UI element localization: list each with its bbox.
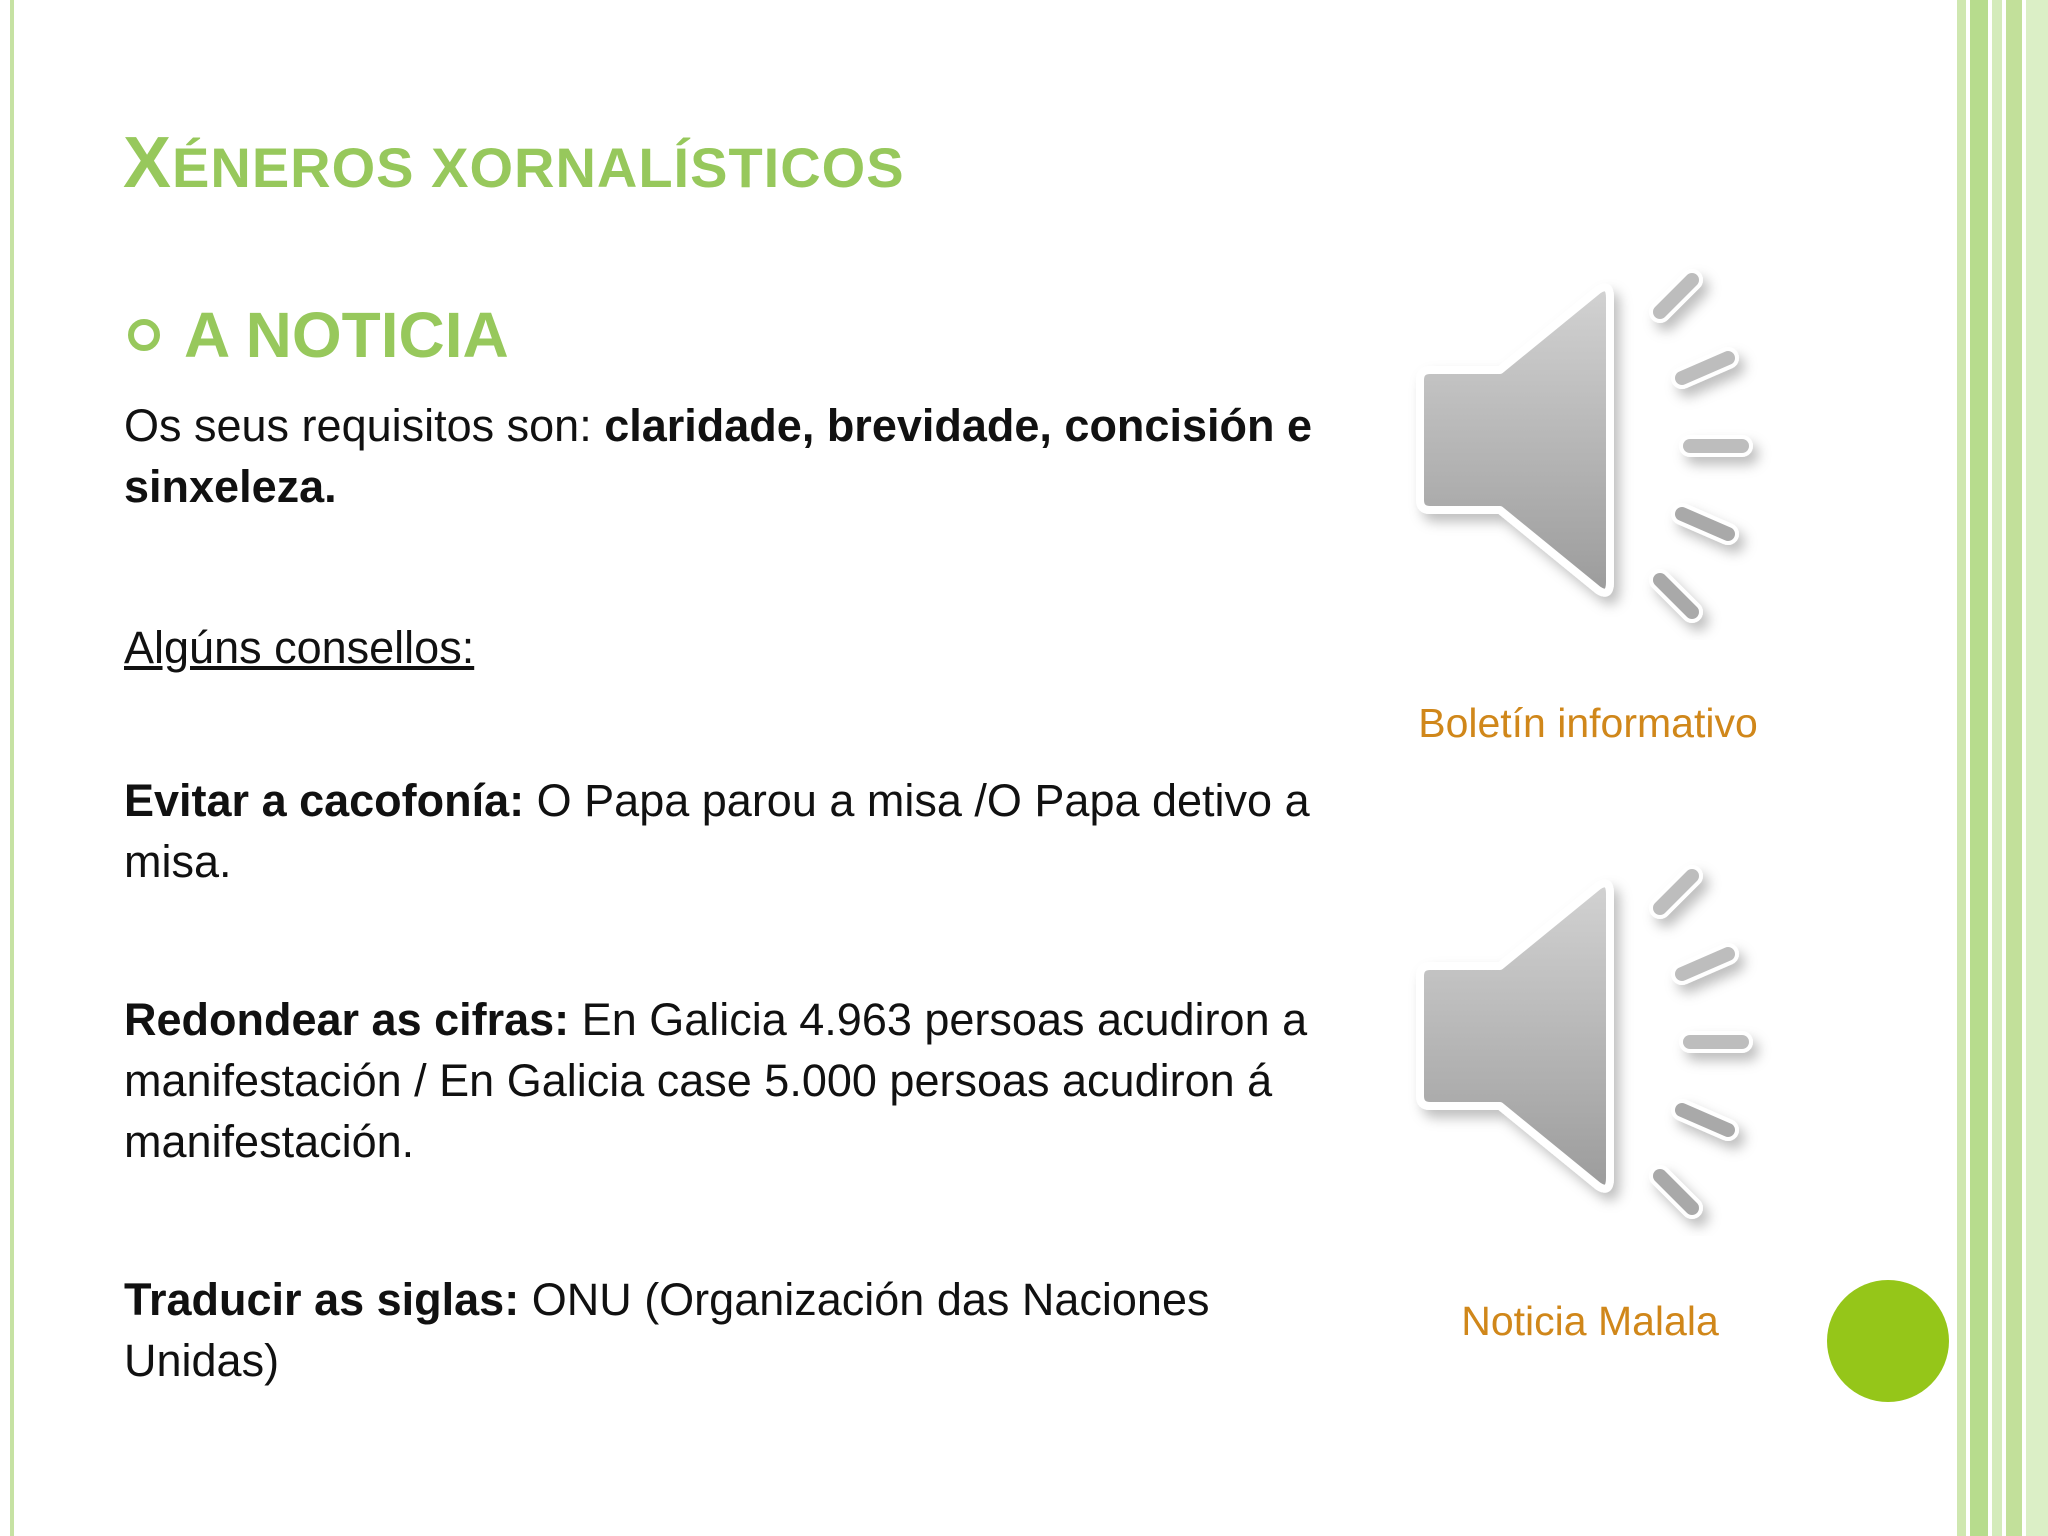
frame-right-stripe (2006, 0, 2022, 1536)
frame-left-border (10, 0, 14, 1536)
decorative-circle (1827, 1280, 1949, 1402)
audio-caption: Noticia Malala (1461, 1298, 1719, 1344)
tip-text: En Galicia 4.963 persoas acudiron a manifestación / En Galicia case 5.000 persoas acudiron á manifestación. (124, 994, 1308, 1167)
requirements-paragraph (124, 395, 1364, 517)
tip-text: ONU (Organización das Naciones Unidas) (124, 1274, 1210, 1386)
ring-bullet-icon (128, 319, 160, 351)
requirements-bold: claridade, brevidade, concisión e sinxeleza. (124, 400, 1312, 512)
slide-title-initial: X (123, 123, 173, 203)
tip-text: O Papa parou a misa /O Papa detivo a misa. (124, 775, 1310, 887)
speaker-icon[interactable] (1390, 250, 1810, 640)
audio-caption: Boletín informativo (1418, 700, 1758, 746)
frame-right-stripe (1970, 0, 1988, 1536)
slide-title (123, 122, 905, 204)
tip-label: Traducir as siglas: (124, 1274, 520, 1325)
tip-paragraph (124, 1269, 1364, 1391)
frame-right-stripe (1992, 0, 2002, 1536)
section-heading-text: A NOTICIA (184, 299, 509, 371)
tip-paragraph (124, 989, 1364, 1172)
tip-paragraph (124, 770, 1364, 892)
frame-right-stripe (2026, 0, 2048, 1536)
requirements-lead: Os seus requisitos son: (124, 400, 605, 451)
tip-label: Evitar a cacofonía: (124, 775, 525, 826)
tips-heading: Algúns consellos: (124, 622, 475, 673)
tip-label: Redondear as cifras: (124, 994, 570, 1045)
frame-right-stripe (1957, 0, 1966, 1536)
speaker-icon[interactable] (1390, 846, 1810, 1236)
slide-title-rest: ÉNEROS XORNALÍSTICOS (172, 136, 905, 199)
section-heading (128, 298, 509, 372)
